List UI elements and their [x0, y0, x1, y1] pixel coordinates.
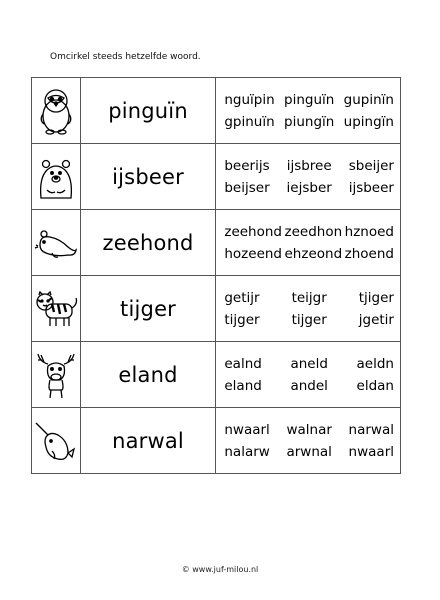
picture-cell [32, 408, 81, 474]
word-option[interactable]: hznoed [344, 223, 394, 240]
table-row [32, 342, 401, 408]
word-option[interactable]: arwnal [286, 443, 332, 460]
word-option[interactable]: iejsber [286, 179, 332, 196]
narwhal-icon [34, 419, 78, 463]
target-word: pinguïn [80, 78, 216, 144]
options-cell [216, 78, 401, 144]
options-cell [216, 144, 401, 210]
option-row [216, 309, 400, 331]
option-row [216, 243, 400, 265]
word-option[interactable]: narwal [348, 421, 394, 438]
picture-cell [32, 342, 81, 408]
table-row [32, 276, 401, 342]
word-option[interactable]: ealnd [224, 355, 262, 372]
word-option[interactable]: upingïn [343, 113, 394, 130]
moose-icon [34, 350, 78, 400]
target-word: eland [80, 342, 216, 408]
instruction-text: Omcirkel steeds hetzelfde woord. [50, 52, 201, 62]
word-option[interactable]: gpinuïn [224, 113, 275, 130]
word-option[interactable]: sbeijer [348, 157, 394, 174]
option-row [216, 441, 400, 463]
word-option[interactable]: pinguïn [284, 91, 335, 108]
option-row [216, 353, 400, 375]
target-word: narwal [80, 408, 216, 474]
word-option[interactable]: ehzeond [284, 245, 343, 262]
word-option[interactable]: jgetir [358, 311, 394, 328]
word-option[interactable]: tjiger [358, 289, 394, 306]
options-cell [216, 342, 401, 408]
word-option[interactable]: teijgr [291, 289, 327, 306]
option-row [216, 287, 400, 309]
word-option[interactable]: eland [224, 377, 262, 394]
option-row [216, 375, 400, 397]
word-option[interactable]: tijger [291, 311, 327, 328]
word-option[interactable]: aeldn [356, 355, 394, 372]
table-row [32, 210, 401, 276]
word-option[interactable]: aneld [290, 355, 328, 372]
seal-icon [34, 225, 78, 261]
word-option[interactable]: ijsbree [286, 157, 332, 174]
picture-cell [32, 144, 81, 210]
tiger-icon [34, 288, 78, 330]
target-word: tijger [80, 276, 216, 342]
picture-cell [32, 78, 81, 144]
picture-cell [32, 210, 81, 276]
polar-bear-icon [35, 154, 77, 200]
word-option[interactable]: ijsbeer [348, 179, 394, 196]
word-option[interactable]: nguïpin [224, 91, 275, 108]
word-option[interactable]: beijser [224, 179, 270, 196]
word-option[interactable]: tijger [224, 311, 260, 328]
option-row [216, 419, 400, 441]
option-row [216, 155, 400, 177]
word-option[interactable]: nalarw [224, 443, 270, 460]
word-option[interactable]: beerijs [224, 157, 270, 174]
table-row [32, 408, 401, 474]
word-option[interactable]: zhoend [344, 245, 394, 262]
word-option[interactable]: hozeend [224, 245, 282, 262]
option-row [216, 89, 400, 111]
word-option[interactable]: piungïn [284, 113, 335, 130]
target-word: zeehond [80, 210, 216, 276]
word-option[interactable]: gupinïn [343, 91, 394, 108]
option-row [216, 177, 400, 199]
target-word: ijsbeer [80, 144, 216, 210]
word-option[interactable]: walnar [286, 421, 332, 438]
options-cell [216, 408, 401, 474]
word-option[interactable]: zeehond [224, 223, 282, 240]
options-cell [216, 210, 401, 276]
table-row [32, 78, 401, 144]
footer-credit: © www.juf-milou.nl [181, 565, 259, 574]
picture-cell [32, 276, 81, 342]
word-option[interactable]: andel [290, 377, 328, 394]
word-option[interactable]: nwaarl [348, 443, 394, 460]
options-cell [216, 276, 401, 342]
option-row [216, 221, 400, 243]
penguin-icon [35, 86, 77, 136]
word-search-table [31, 77, 401, 474]
option-row [216, 111, 400, 133]
word-option[interactable]: nwaarl [224, 421, 270, 438]
table-row [32, 144, 401, 210]
word-option[interactable]: zeedhon [284, 223, 343, 240]
word-option[interactable]: eldan [356, 377, 394, 394]
word-option[interactable]: getijr [224, 289, 260, 306]
